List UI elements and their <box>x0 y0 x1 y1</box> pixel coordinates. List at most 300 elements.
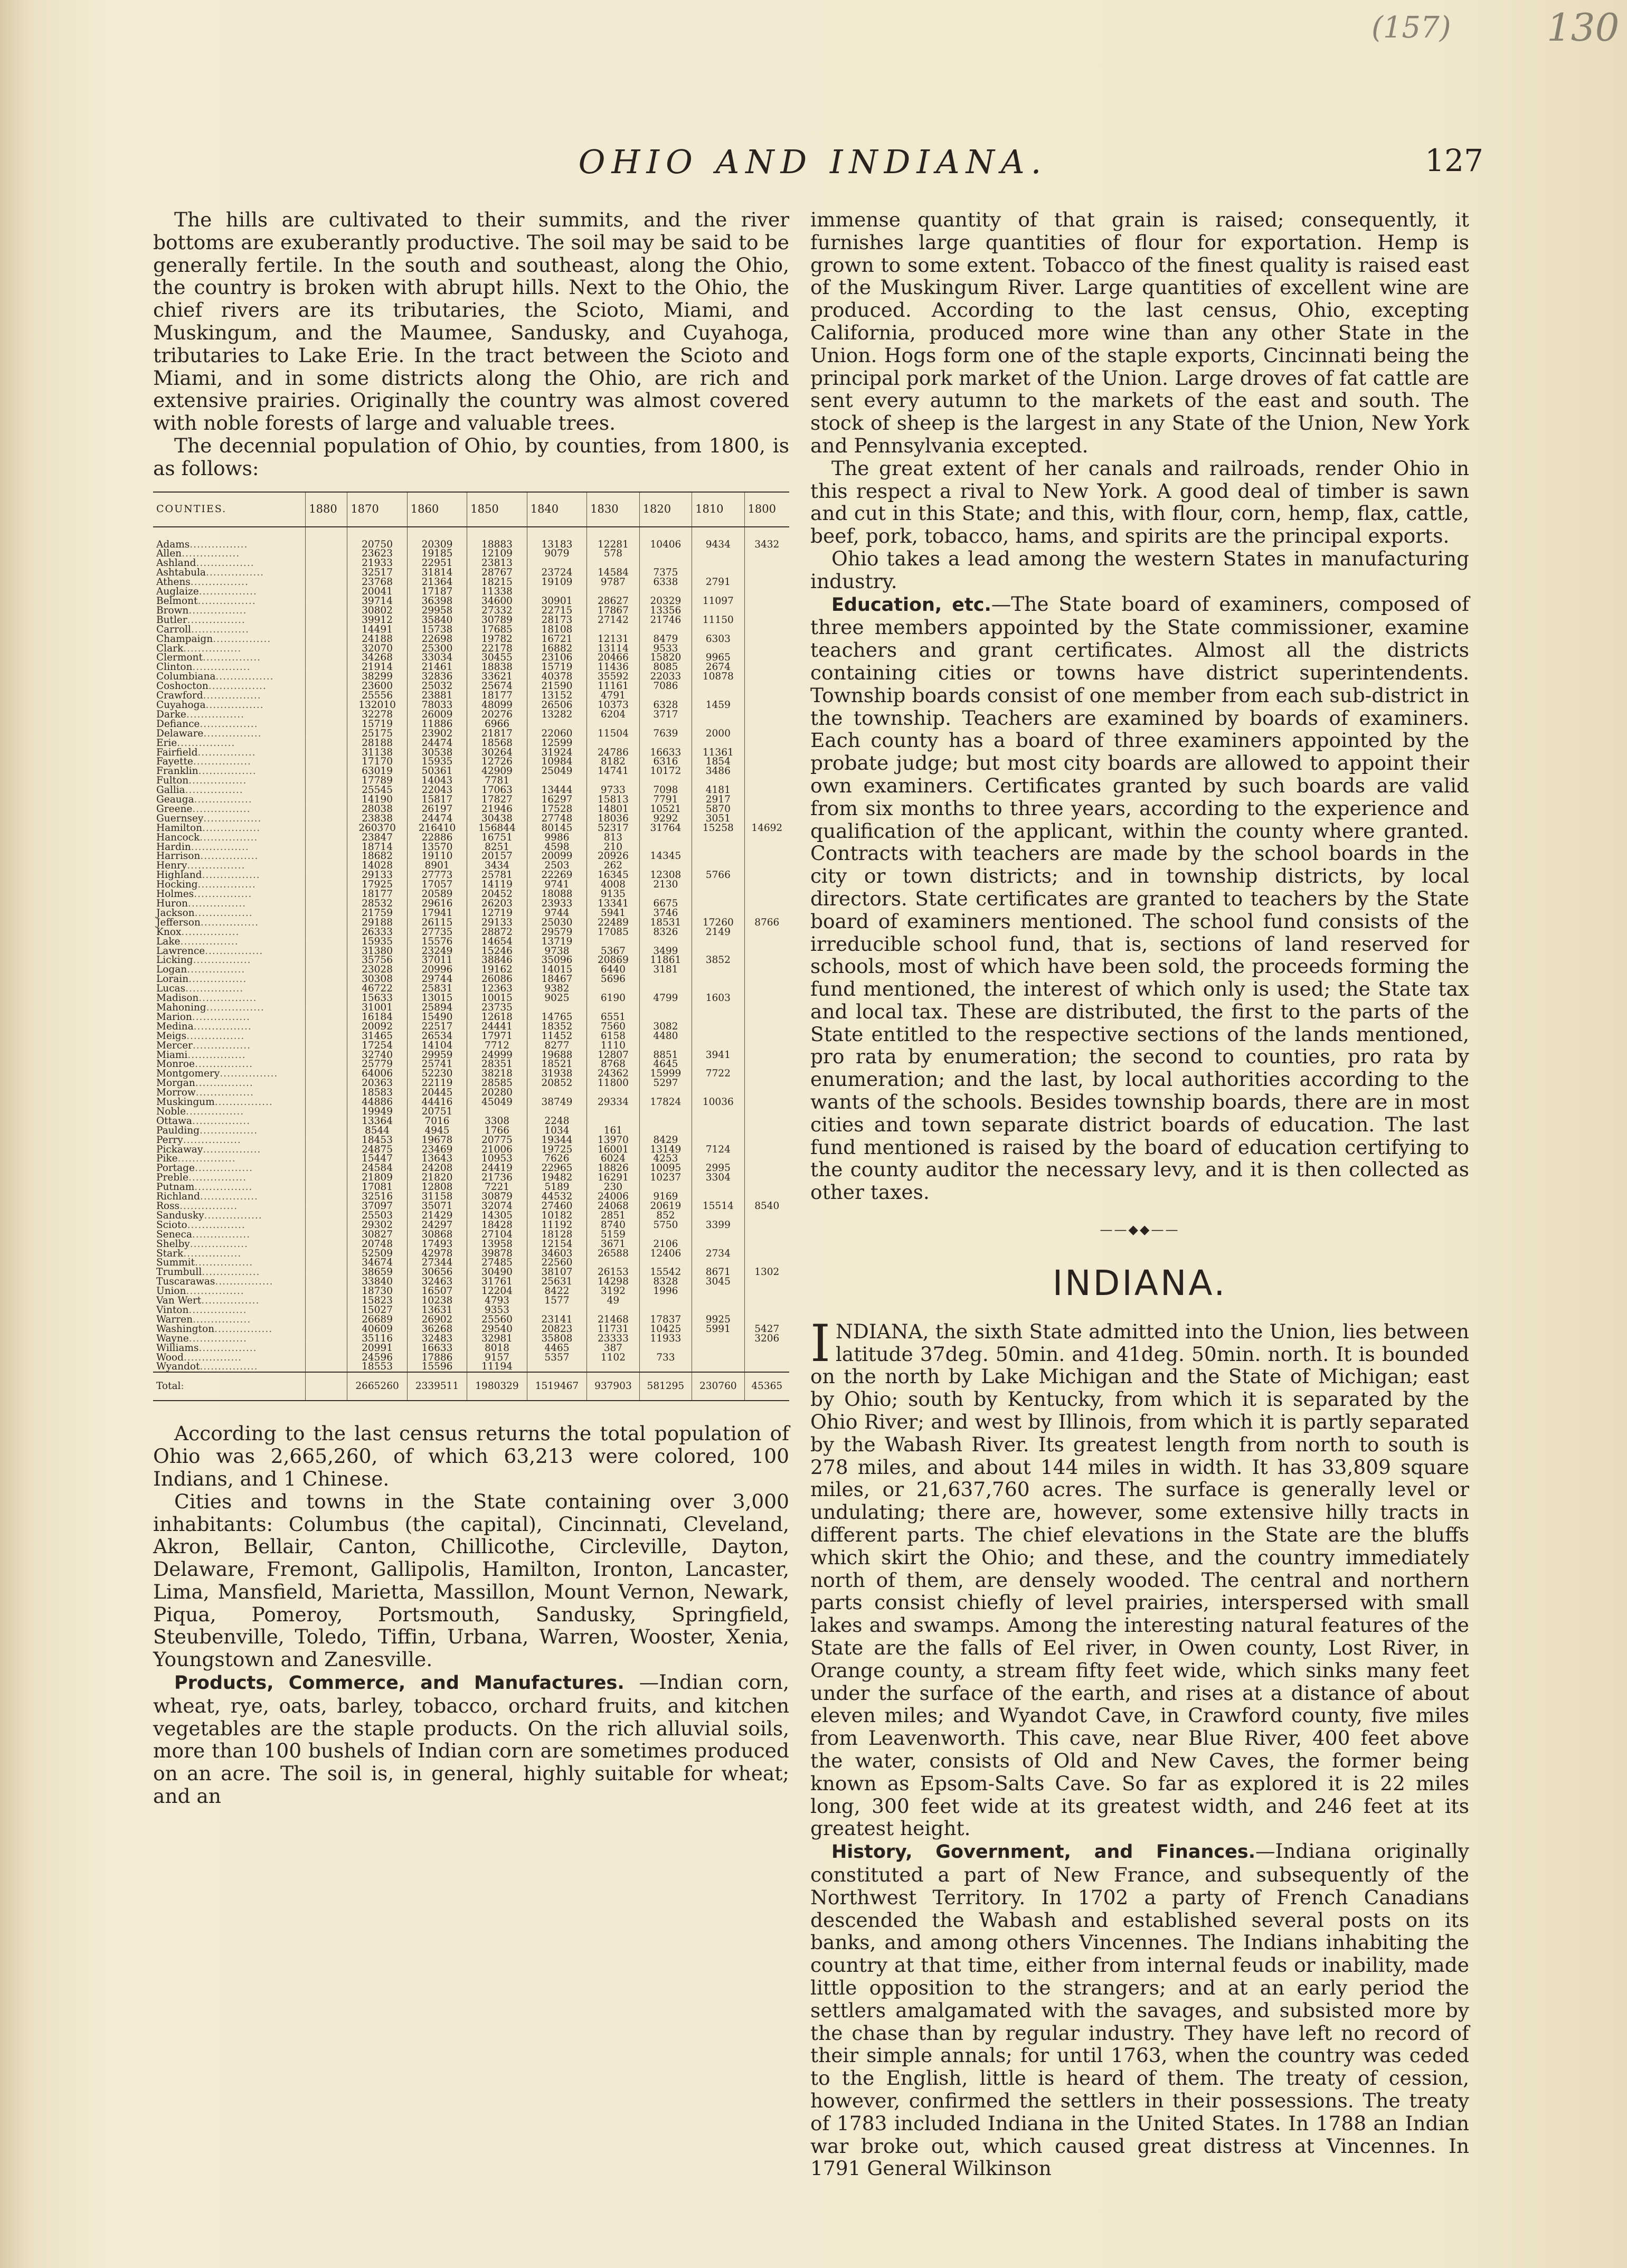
population-cell: 42909 <box>467 767 527 776</box>
drop-cap: I <box>810 1313 830 1373</box>
population-cell: 17827 <box>467 795 527 805</box>
dot-leader: ................ <box>190 577 249 588</box>
population-cell: 35116 <box>347 1334 407 1344</box>
population-cell <box>306 682 347 691</box>
population-cell: 14298 <box>587 1277 639 1287</box>
county-name <box>153 1362 306 1372</box>
population-cell <box>639 1126 692 1136</box>
population-cell: 22178 <box>467 644 527 654</box>
population-cell <box>744 994 789 1003</box>
population-cell: 30802 <box>347 606 407 616</box>
population-cell: 27460 <box>527 1202 587 1211</box>
population-cell: 32981 <box>467 1334 527 1344</box>
population-cell: 15820 <box>639 653 692 663</box>
population-cell <box>692 937 744 947</box>
population-cell: 16297 <box>527 795 587 805</box>
population-cell: 10238 <box>407 1296 467 1306</box>
population-cell: 35756 <box>347 956 407 965</box>
right-column <box>810 209 1469 2180</box>
paragraph-cities: Cities and towns in the State containing over 3,000 inhabitants: Columbus (the capital), Cincinnati, Cleveland, Akron, Bellair, Canton, Chillicothe, Circleville, Dayton, Delaware, Fremont, Gallipolis, Hamilton, Ironton, Lancaster, Lima, Mansfield, Marietta, Massillon, Mount Vernon, Newark, Piqua, Pomeroy, Portsmouth, Sandusky, Springfield, Steubenville, Toledo, Tiffin, Urbana, Warren, Wooster, Xenia, Youngstown and Zanesville. <box>153 1489 789 1671</box>
population-cell: 17493 <box>407 1240 467 1249</box>
population-cell <box>744 729 789 739</box>
population-cell <box>744 1136 789 1145</box>
population-cell: 9382 <box>527 984 587 994</box>
population-cell: 3045 <box>692 1277 744 1287</box>
population-cell <box>744 928 789 937</box>
dot-leader: ................ <box>187 614 245 626</box>
dot-leader: ................ <box>179 1201 238 1212</box>
dot-leader: ................ <box>214 1323 273 1335</box>
population-cell: 733 <box>639 1353 692 1363</box>
population-cell: 17789 <box>347 776 407 786</box>
population-cell: 260370 <box>347 824 407 833</box>
population-cell: 78033 <box>407 701 467 710</box>
population-cell: 11194 <box>467 1362 527 1372</box>
population-cell: 21429 <box>407 1211 467 1221</box>
population-cell <box>692 1126 744 1136</box>
dot-leader: ................ <box>204 1209 262 1221</box>
population-cell: 7086 <box>639 682 692 691</box>
population-cell <box>306 852 347 861</box>
population-cell: 20750 <box>347 540 407 550</box>
population-cell: 387 <box>587 1344 639 1353</box>
population-cell: 14305 <box>467 1211 527 1221</box>
population-cell: 24188 <box>347 635 407 644</box>
population-cell <box>692 965 744 975</box>
population-cell <box>306 786 347 795</box>
dot-leader: ................ <box>180 935 239 947</box>
population-cell: 26009 <box>407 710 467 720</box>
dot-leader: ................ <box>197 746 256 758</box>
population-cell <box>744 1230 789 1240</box>
population-cell <box>639 1041 692 1051</box>
population-cell <box>744 1069 789 1079</box>
population-cell: 37011 <box>407 956 467 965</box>
population-cell: 31158 <box>407 1192 467 1202</box>
population-cell: 15027 <box>347 1306 407 1315</box>
county-label: Henry <box>156 860 187 872</box>
dot-leader: ................ <box>187 860 245 872</box>
population-cell: 17867 <box>587 606 639 616</box>
population-cell: 15576 <box>407 937 467 947</box>
population-cell: 14015 <box>527 965 587 975</box>
population-cell: 28351 <box>467 1060 527 1069</box>
population-cell <box>744 1164 789 1173</box>
population-cell: 8851 <box>639 1051 692 1060</box>
population-cell: 22060 <box>527 729 587 739</box>
population-cell: 15935 <box>407 757 467 767</box>
population-cell: 4181 <box>692 786 744 795</box>
population-cell <box>306 1022 347 1032</box>
population-cell: 12204 <box>467 1287 527 1296</box>
population-cell <box>744 1126 789 1136</box>
county-label: Muskingum <box>156 1097 215 1108</box>
table-row <box>153 635 789 644</box>
county-label: Darke <box>156 708 186 720</box>
population-cell <box>692 1117 744 1126</box>
population-cell: 22269 <box>527 871 587 880</box>
table-row <box>153 890 789 899</box>
table-row <box>153 1145 789 1155</box>
dot-leader: ................ <box>192 662 251 673</box>
table-row <box>153 956 789 965</box>
population-cell <box>306 720 347 729</box>
population-cell: 32278 <box>347 710 407 720</box>
spacer-cell <box>527 527 587 540</box>
population-cell: 1980329 <box>467 1372 527 1401</box>
population-cell: 8422 <box>527 1287 587 1296</box>
population-cell: 20466 <box>587 653 639 663</box>
population-cell: 19110 <box>407 852 467 861</box>
running-title: OHIO AND INDIANA. <box>578 143 1048 181</box>
population-cell <box>306 1032 347 1041</box>
population-cell <box>692 1362 744 1372</box>
population-cell <box>744 672 789 682</box>
population-cell <box>306 918 347 928</box>
population-cell: 25631 <box>527 1277 587 1287</box>
population-cell <box>692 1079 744 1088</box>
population-cell: 18128 <box>527 1230 587 1240</box>
dot-leader: ................ <box>195 1257 253 1269</box>
population-cell <box>306 1013 347 1022</box>
population-cell: 23933 <box>527 899 587 909</box>
population-cell: 10237 <box>639 1173 692 1183</box>
dot-leader: ................ <box>187 898 247 909</box>
county-label: Pike <box>156 1153 178 1165</box>
population-cell: 28585 <box>467 1079 527 1088</box>
population-cell: 19678 <box>407 1136 467 1145</box>
population-cell: 14654 <box>467 937 527 947</box>
population-cell <box>306 1117 347 1126</box>
population-cell: 16721 <box>527 635 587 644</box>
population-cell: 24362 <box>587 1069 639 1079</box>
dot-leader: ................ <box>198 1342 257 1354</box>
population-cell <box>744 1277 789 1287</box>
dot-leader: ................ <box>190 538 248 550</box>
population-cell <box>744 1183 789 1192</box>
population-cell: 5991 <box>692 1325 744 1334</box>
table-row <box>153 1192 789 1202</box>
dot-leader: ................ <box>185 785 243 796</box>
population-cell <box>692 1032 744 1041</box>
population-cell: 17081 <box>347 1183 407 1192</box>
population-cell: 25503 <box>347 1211 407 1221</box>
population-cell: 24786 <box>587 748 639 758</box>
population-cell: 9965 <box>692 653 744 663</box>
county-label: Wayne <box>156 1333 189 1344</box>
population-cell: 7098 <box>639 786 692 795</box>
population-cell: 1577 <box>527 1296 587 1306</box>
population-cell: 18682 <box>347 852 407 861</box>
dot-leader: ................ <box>194 1059 253 1070</box>
county-label: Portage <box>156 1163 195 1174</box>
population-cell <box>744 861 789 871</box>
population-cell: 23735 <box>467 1003 527 1013</box>
population-cell: 11436 <box>587 663 639 672</box>
population-cell <box>306 540 347 550</box>
column-header-counties: COUNTIES. <box>153 492 306 527</box>
population-cell <box>587 720 639 729</box>
population-cell: 9135 <box>587 890 639 899</box>
population-cell: 39714 <box>347 597 407 606</box>
dot-leader: ................ <box>200 1124 258 1136</box>
population-cell: 12719 <box>467 909 527 918</box>
population-cell: 9025 <box>527 994 587 1003</box>
population-cell <box>744 549 789 559</box>
population-cell: 31938 <box>527 1069 587 1079</box>
population-cell <box>306 1079 347 1088</box>
population-cell: 19185 <box>407 549 467 559</box>
population-cell: 13970 <box>587 1136 639 1145</box>
population-cell: 15719 <box>527 663 587 672</box>
paragraph-education <box>810 593 1469 1204</box>
population-cell <box>306 1202 347 1211</box>
population-cell: 132010 <box>347 701 407 710</box>
population-cell: 3399 <box>692 1221 744 1230</box>
population-cell <box>639 1003 692 1013</box>
population-cell: 30455 <box>467 653 527 663</box>
county-label: Paulding <box>156 1124 200 1136</box>
population-cell: 22517 <box>407 1022 467 1032</box>
dot-leader: ................ <box>203 690 261 702</box>
county-label: Highland <box>156 870 202 881</box>
county-label: Ashland <box>156 557 196 569</box>
population-cell: 38218 <box>467 1069 527 1079</box>
population-cell: 14692 <box>744 824 789 833</box>
population-cell <box>744 965 789 975</box>
population-cell <box>692 843 744 852</box>
population-cell: 17941 <box>407 909 467 918</box>
population-cell: 24474 <box>407 814 467 824</box>
population-cell: 2665260 <box>347 1372 407 1401</box>
population-cell: 17170 <box>347 757 407 767</box>
dot-leader: ................ <box>192 1040 251 1051</box>
population-cell: 10984 <box>527 757 587 767</box>
population-cell: 210 <box>587 843 639 852</box>
population-cell: 31924 <box>527 748 587 758</box>
population-cell: 3671 <box>587 1240 639 1249</box>
population-cell: 20092 <box>347 1022 407 1032</box>
population-cell <box>306 1230 347 1240</box>
population-cell: 12618 <box>467 1013 527 1022</box>
population-cell: 13282 <box>527 710 587 720</box>
population-cell <box>306 1107 347 1117</box>
table-row <box>153 1022 789 1032</box>
population-cell: 45049 <box>467 1098 527 1107</box>
population-cell: 21933 <box>347 559 407 568</box>
population-cell: 32836 <box>407 672 467 682</box>
population-cell: 28767 <box>467 568 527 578</box>
population-cell: 10521 <box>639 805 692 814</box>
dot-leader: ................ <box>186 1286 244 1297</box>
county-label: Ashtabula <box>156 567 206 579</box>
population-cell: 29188 <box>347 918 407 928</box>
population-cell <box>639 1107 692 1117</box>
population-cell: 10182 <box>527 1211 587 1221</box>
population-cell <box>306 757 347 767</box>
population-cell <box>744 1240 789 1249</box>
county-label: Athens <box>156 577 191 588</box>
population-cell: 28532 <box>347 899 407 909</box>
population-cell: 1519467 <box>527 1372 587 1401</box>
population-cell: 26588 <box>587 1249 639 1259</box>
dot-leader: ................ <box>183 1134 241 1146</box>
population-cell <box>306 909 347 918</box>
population-cell <box>306 1240 347 1249</box>
population-cell: 4598 <box>527 843 587 852</box>
population-cell: 22951 <box>407 559 467 568</box>
population-cell: 4253 <box>639 1154 692 1164</box>
dot-leader: ................ <box>194 1182 253 1193</box>
population-cell <box>306 597 347 606</box>
population-cell <box>692 1183 744 1192</box>
county-label: Richland <box>156 1191 200 1203</box>
dot-leader: ................ <box>200 831 258 843</box>
population-cell <box>639 1117 692 1126</box>
population-cell: 5189 <box>527 1183 587 1192</box>
population-cell: 25556 <box>347 691 407 701</box>
population-cell: 15813 <box>587 795 639 805</box>
population-cell <box>639 1344 692 1353</box>
population-cell <box>306 1362 347 1372</box>
population-cell: 3499 <box>639 947 692 956</box>
population-cell: 22489 <box>587 918 639 928</box>
population-cell: 9787 <box>587 578 639 587</box>
population-cell: 16633 <box>639 748 692 758</box>
population-cell: 6328 <box>639 701 692 710</box>
county-label: Fairfield <box>156 746 198 758</box>
dot-leader: ................ <box>186 1030 245 1042</box>
population-cell <box>744 653 789 663</box>
population-cell: 5766 <box>692 871 744 880</box>
table-row <box>153 1041 789 1051</box>
county-label: Clark <box>156 642 184 654</box>
county-label: Harrison <box>156 850 201 862</box>
population-cell: 2995 <box>692 1164 744 1173</box>
population-cell: 8328 <box>639 1277 692 1287</box>
population-cell: 12807 <box>587 1051 639 1060</box>
paragraph-canals: The great extent of her canals and railroads, render Ohio in this respect a rival to New York. A good deal of timber is sawn and cut in this State; and this, with flour, corn, hemp, flax, cattle, beef, pork, tobacco, hams, and spirits are the principal exports. <box>810 456 1469 548</box>
population-cell <box>306 1145 347 1155</box>
population-cell: 18883 <box>467 540 527 550</box>
population-cell: 20363 <box>347 1079 407 1088</box>
population-cell: 2791 <box>692 578 744 587</box>
population-cell: 1766 <box>467 1126 527 1136</box>
population-cell: 4793 <box>467 1296 527 1306</box>
dot-leader: ................ <box>220 1068 278 1080</box>
population-cell <box>744 1249 789 1259</box>
county-label: Mahoning <box>156 1001 206 1013</box>
population-cell <box>306 1334 347 1344</box>
dot-leader: ................ <box>192 1011 250 1023</box>
population-cell: 24474 <box>407 739 467 748</box>
population-cell <box>306 824 347 833</box>
county-label: Allen <box>156 548 182 560</box>
dot-leader: ................ <box>194 1163 253 1174</box>
population-cell: 5297 <box>639 1079 692 1088</box>
population-cell: 19482 <box>527 1173 587 1183</box>
column-header-year: 1800 <box>744 492 789 527</box>
population-cell <box>692 1344 744 1353</box>
population-cell: 5367 <box>587 947 639 956</box>
population-cell <box>744 606 789 616</box>
county-label: Fayette <box>156 756 193 768</box>
population-cell <box>306 776 347 786</box>
population-cell: 9157 <box>467 1353 527 1363</box>
column-header-year: 1820 <box>639 492 692 527</box>
population-cell <box>692 890 744 899</box>
population-cell: 35808 <box>527 1334 587 1344</box>
table-row <box>153 1211 789 1221</box>
population-cell: 20619 <box>639 1202 692 1211</box>
population-cell: 13152 <box>527 691 587 701</box>
population-cell: 2734 <box>692 1249 744 1259</box>
county-label: Adams <box>156 538 190 550</box>
population-cell: 30264 <box>467 748 527 758</box>
population-cell: 19109 <box>527 578 587 587</box>
population-cell: 25175 <box>347 729 407 739</box>
county-label: Monroe <box>156 1059 195 1070</box>
population-cell <box>692 1107 744 1117</box>
population-cell <box>744 1211 789 1221</box>
population-cell <box>306 890 347 899</box>
population-cell: 9986 <box>527 833 587 843</box>
population-cell: 18583 <box>347 1088 407 1098</box>
population-cell: 28188 <box>347 739 407 748</box>
table-row <box>153 1325 789 1334</box>
population-cell <box>744 625 789 635</box>
county-label: Warren <box>156 1313 193 1325</box>
population-cell: 18568 <box>467 739 527 748</box>
population-cell: 10015 <box>467 994 527 1003</box>
population-cell: 63019 <box>347 767 407 776</box>
population-cell: 35096 <box>527 956 587 965</box>
population-cell: 3304 <box>692 1173 744 1183</box>
county-label: Jackson <box>156 907 195 919</box>
population-cell: 15258 <box>692 824 744 833</box>
dot-leader: ................ <box>188 1304 247 1316</box>
table-row <box>153 776 789 786</box>
population-cell: 31001 <box>347 1003 407 1013</box>
population-cell: 12154 <box>527 1240 587 1249</box>
population-cell: 9079 <box>527 549 587 559</box>
population-cell: 581295 <box>639 1372 692 1401</box>
population-cell: 24068 <box>587 1202 639 1211</box>
population-cell: 23847 <box>347 833 407 843</box>
population-cell: 3746 <box>639 909 692 918</box>
population-cell: 28173 <box>527 616 587 625</box>
population-cell: 4791 <box>587 691 639 701</box>
population-cell: 11150 <box>692 616 744 625</box>
population-cell: 26115 <box>407 918 467 928</box>
population-cell: 13341 <box>587 899 639 909</box>
population-cell <box>744 1098 789 1107</box>
population-cell <box>744 956 789 965</box>
population-cell <box>744 682 789 691</box>
population-cell: 21809 <box>347 1173 407 1183</box>
population-cell <box>744 1041 789 1051</box>
population-cell <box>692 880 744 890</box>
population-cell: 25560 <box>467 1315 527 1325</box>
population-cell: 46722 <box>347 984 407 994</box>
population-cell: 9292 <box>639 814 692 824</box>
population-cell: 36268 <box>407 1325 467 1334</box>
population-cell: 35071 <box>407 1202 467 1211</box>
county-label: Clermont <box>156 652 203 664</box>
table-row <box>153 1240 789 1249</box>
population-cell: 7375 <box>639 568 692 578</box>
population-cell: 16184 <box>347 1013 407 1022</box>
